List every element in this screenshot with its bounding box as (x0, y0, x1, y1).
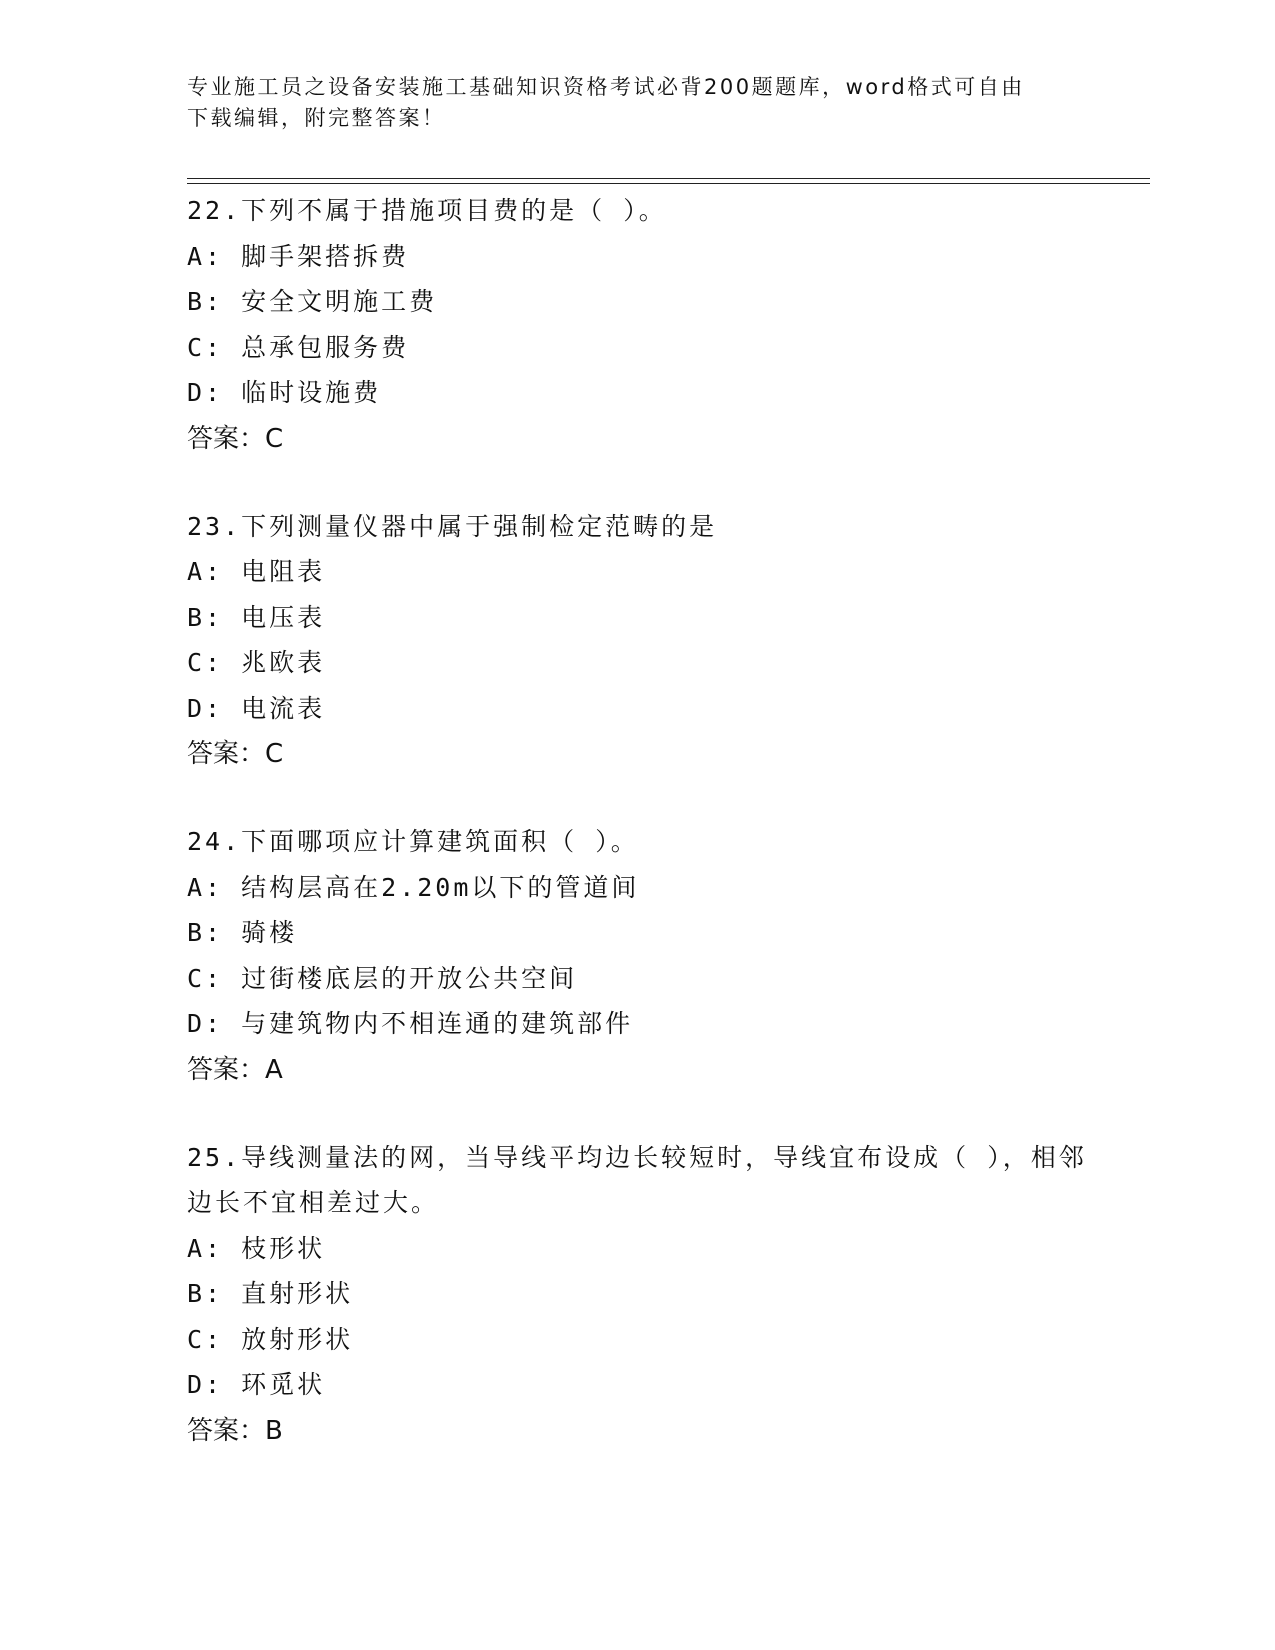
option-c: C: 放射形状 (187, 1324, 354, 1354)
option-d: D: 电流表 (187, 693, 326, 723)
option-b: B: 电压表 (187, 602, 326, 632)
option-c: C: 兆欧表 (187, 648, 326, 677)
option-a: A: 电阻表 (187, 557, 326, 586)
option-c: C: 总承包服务费 (187, 332, 410, 362)
question-stem: 23.下列测量仪器中属于强制检定范畴的是 (187, 511, 718, 541)
option-a: A: 枝形状 (187, 1233, 326, 1263)
answer-line: 答案：C (187, 739, 284, 769)
question-22 (187, 188, 1087, 462)
question-stem: 24.下面哪项应计算建筑面积（ ）。 (187, 827, 639, 856)
question-25 (187, 1135, 1087, 1454)
option-a: A: 结构层高在2.20m以下的管道间 (187, 872, 640, 902)
question-stem: 25.导线测量法的网，当导线平均边长较短时，导线宜布设成（ ），相邻边长不宜相差过大。 (187, 1142, 1087, 1217)
option-b: B: 安全文明施工费 (187, 287, 438, 316)
answer-line: 答案：B (187, 1415, 283, 1446)
option-b: B: 直射形状 (187, 1279, 354, 1308)
option-d: D: 临时设施费 (187, 378, 382, 407)
question-23 (187, 504, 1087, 778)
option-c: C: 过街楼底层的开放公共空间 (187, 963, 578, 993)
header-divider-bottom (187, 183, 1150, 184)
option-b: B: 骑楼 (187, 918, 298, 947)
header-title-line1: 专业施工员之设备安装施工基础知识资格考试必背200题题库，word格式可自由 (187, 75, 1025, 99)
answer-line: 答案：C (187, 423, 284, 454)
question-stem: 22.下列不属于措施项目费的是（ ）。 (187, 196, 667, 225)
header-title-line2: 下载编辑，附完整答案！ (187, 106, 446, 130)
document-header (187, 72, 1087, 134)
option-d: D: 环觅状 (187, 1370, 326, 1399)
question-24 (187, 819, 1087, 1093)
question-list (187, 188, 1087, 1496)
option-a: A: 脚手架搭拆费 (187, 241, 410, 271)
answer-line: 答案：A (187, 1054, 283, 1085)
option-d: D: 与建筑物内不相连通的建筑部件 (187, 1009, 634, 1038)
header-divider-top (187, 178, 1150, 179)
